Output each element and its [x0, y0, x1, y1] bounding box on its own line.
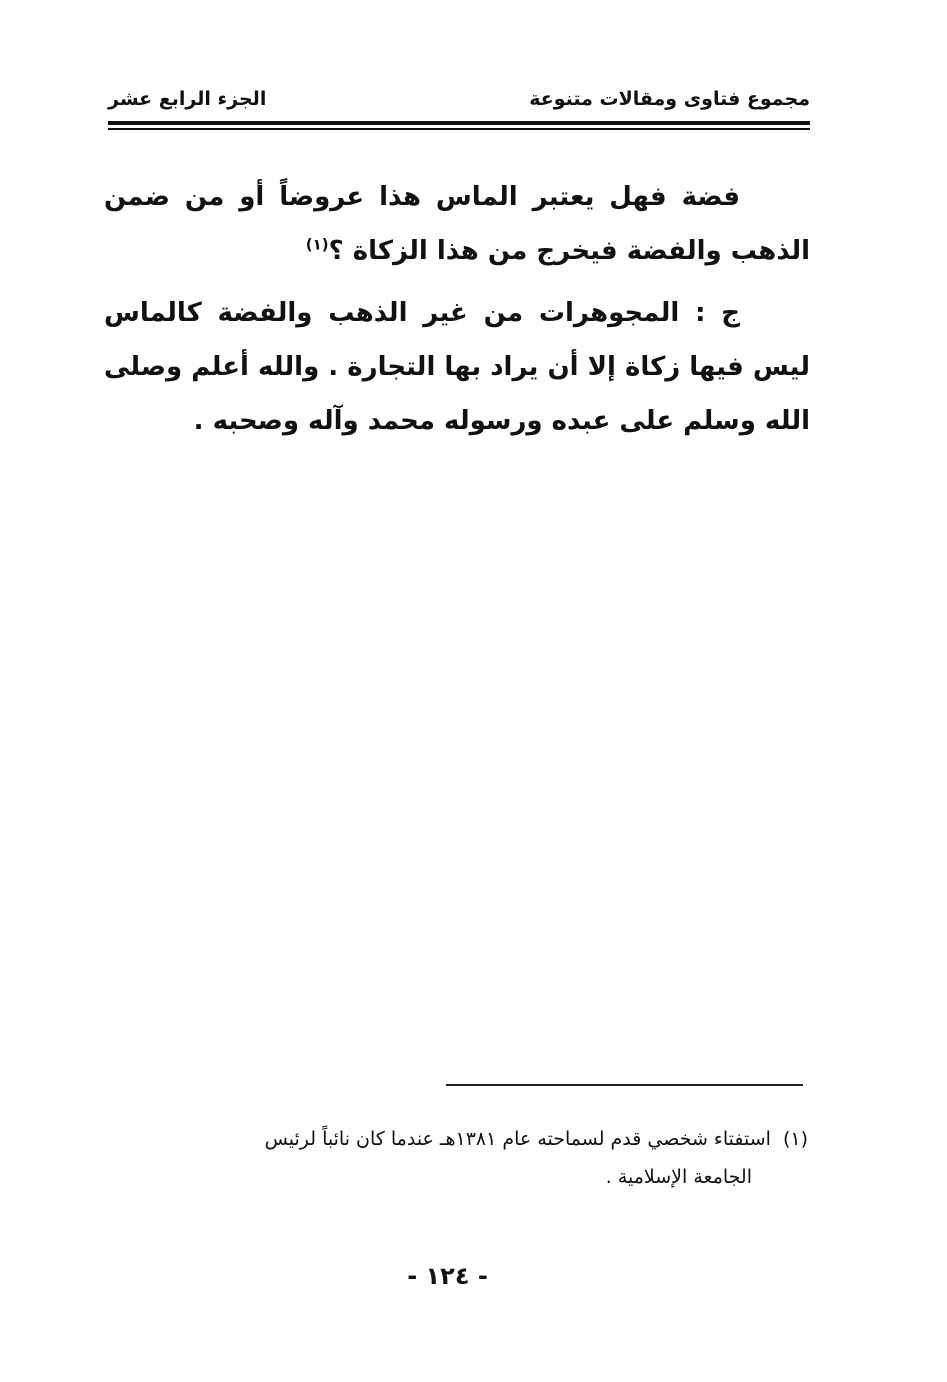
header-rule-thin	[108, 128, 810, 130]
footnote-reference: (١)	[305, 235, 329, 254]
answer-paragraph	[104, 286, 810, 448]
page-number: - ١٢٤ -	[407, 1262, 488, 1290]
question-paragraph	[104, 170, 810, 278]
footnote-marker: (١)	[782, 1128, 808, 1150]
header-rule-thick	[108, 121, 810, 125]
footnote-separator	[446, 1084, 803, 1086]
footnote-line-1: استفتاء شخصي قدم لسماحته عام ١٣٨١هـ عندما كان نائباً لرئيس	[264, 1128, 771, 1150]
question-text: فضة فهل يعتبر الماس هذا عروضاً أو من ضمن الذهب والفضة فيخرج من هذا الزكاة ؟	[104, 182, 810, 266]
main-text	[104, 170, 810, 456]
footnote-line-2: الجامعة الإسلامية .	[605, 1166, 752, 1188]
running-header	[108, 82, 810, 116]
footnote	[96, 1120, 808, 1196]
volume-label: الجزء الرابع عشر	[108, 88, 267, 110]
book-title: مجموع فتاوى ومقالات متنوعة	[529, 88, 810, 110]
answer-text: ج : المجوهرات من غير الذهب والفضة كالماس ليس فيها زكاة إلا أن يراد بها التجارة . والله أعلم وصلى الله وسلم على عبده ورسوله محمد وآله وصحبه .	[104, 298, 810, 436]
